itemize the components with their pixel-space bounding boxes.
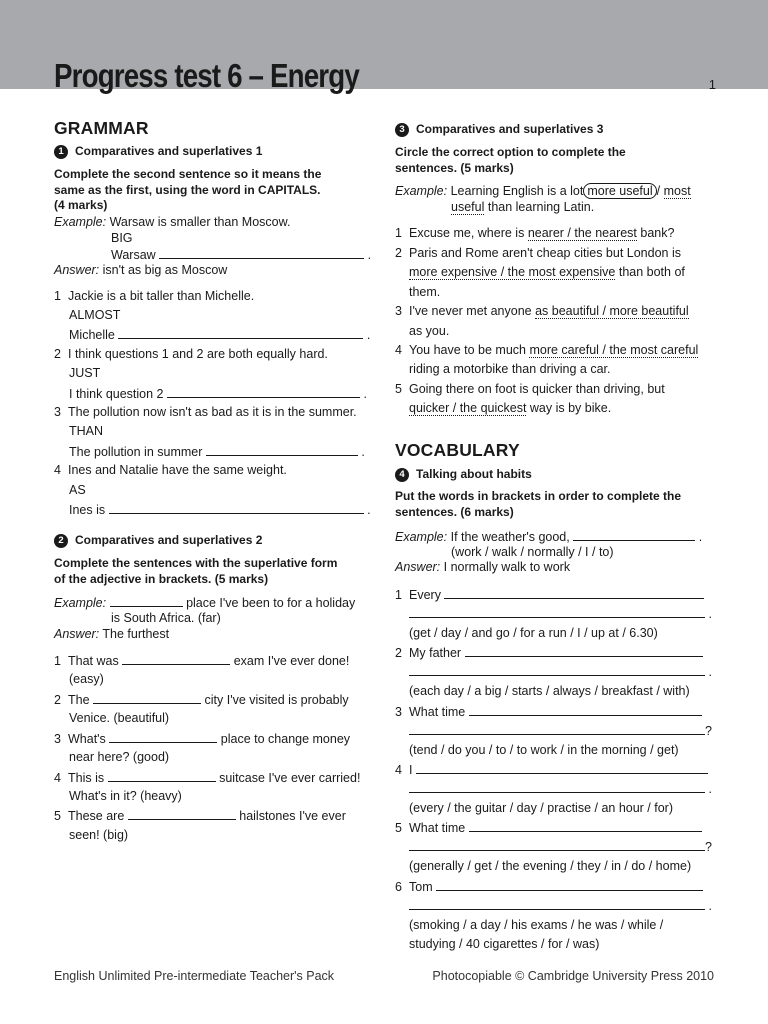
list-item: [54, 288, 254, 304]
item-number: 2: [54, 693, 61, 707]
item-words: (generally / get / the evening / they / in / do / home): [409, 859, 692, 873]
blank-line[interactable]: [110, 594, 183, 607]
item-text: way is by bike.: [529, 401, 612, 415]
list-item: [395, 761, 708, 778]
item-text: Paris and Rome aren't cheap cities but London is: [409, 246, 681, 260]
item-start: Ines is: [69, 503, 106, 517]
item-start: Michelle: [69, 328, 115, 342]
item-line2: as you.: [409, 324, 450, 338]
item-words: (every / the guitar / day / practise / an hour / for): [409, 801, 674, 815]
blank-line[interactable]: [409, 838, 705, 851]
item-sentence: Ines and Natalie have the same weight.: [68, 463, 287, 477]
item-continuation: [409, 897, 712, 914]
item-sentence: I think questions 1 and 2 are both equally hard.: [68, 347, 328, 361]
item-word: JUST: [69, 366, 101, 380]
option-choice[interactable]: quicker / the quickest: [409, 401, 527, 415]
option-choice[interactable]: as beautiful / more beautiful: [535, 304, 689, 318]
blank-line[interactable]: [409, 780, 705, 793]
list-item: [395, 225, 674, 241]
item-words: (smoking / a day / his exams / he was / while /: [409, 918, 664, 932]
list-item: [395, 245, 681, 261]
list-item: [54, 404, 357, 420]
blank-line[interactable]: [416, 761, 708, 774]
item-before: That was: [68, 654, 119, 668]
item-sentence: Jackie is a bit taller than Michelle.: [68, 289, 255, 303]
grammar-heading: GRAMMAR: [54, 118, 149, 138]
item-number: 5: [395, 821, 402, 835]
instruction-line: Complete the sentences with the superlative form: [54, 556, 338, 570]
blank-line[interactable]: [469, 703, 702, 716]
answer-label: Answer:: [54, 627, 100, 641]
item-number: 3: [395, 304, 402, 318]
option: useful: [451, 200, 485, 214]
item-words: (tend / do you / to / to work / in the morning / get): [409, 743, 679, 757]
blank-line[interactable]: [469, 819, 702, 832]
exercise-number-badge: 1: [54, 145, 68, 159]
example-after: place I've been to for a holiday: [186, 596, 356, 610]
item-number: 3: [54, 405, 61, 419]
item-line2: [409, 400, 611, 416]
blank-line[interactable]: [465, 644, 703, 657]
item-continuation: [409, 663, 712, 680]
example-word: BIG: [111, 231, 133, 245]
item-end: ?: [705, 724, 712, 738]
example-3-line2: [451, 199, 594, 215]
item-number: 3: [54, 732, 61, 746]
option-separator: /: [656, 184, 661, 198]
list-item: [395, 303, 689, 319]
list-item: [54, 346, 328, 362]
item-continuation: [409, 780, 712, 797]
item-line2: seen! (big): [69, 828, 129, 842]
list-item: [395, 381, 665, 397]
item-word: THAN: [69, 424, 104, 438]
list-item: [395, 586, 704, 603]
item-answer-line: Ines is .: [69, 503, 371, 517]
item-continuation: [409, 605, 712, 622]
blank-line[interactable]: [409, 605, 705, 618]
blank-line[interactable]: [409, 897, 705, 910]
option-choice[interactable]: more careful / the most careful: [529, 343, 699, 357]
item-text: Excuse me, where is: [409, 226, 525, 240]
example-answer-line: Warsaw .: [111, 248, 372, 262]
answer-label: Answer:: [395, 560, 441, 574]
item-word: AS: [69, 483, 86, 497]
item-words: (get / day / and go / for a run / I / up at / 6.30): [409, 626, 658, 640]
blank-line[interactable]: [93, 691, 201, 704]
exercise-number-badge: 4: [395, 468, 409, 482]
blank-line[interactable]: [109, 501, 364, 514]
item-number: 1: [395, 588, 402, 602]
answer-2: [54, 626, 169, 642]
item-after: hailstones I've ever: [239, 809, 346, 823]
example-post: than learning Latin.: [487, 200, 595, 214]
item-start: I think question 2: [69, 387, 164, 401]
item-end: .: [708, 607, 712, 621]
vocabulary-heading: VOCABULARY: [395, 440, 520, 460]
item-start: Tom: [409, 880, 433, 894]
item-number: 3: [395, 705, 402, 719]
list-item: [395, 644, 703, 661]
item-text: bank?: [640, 226, 675, 240]
item-line2: near here? (good): [69, 750, 170, 764]
blank-line[interactable]: [118, 326, 363, 339]
blank-line[interactable]: [109, 730, 217, 743]
footer-right: Photocopiable © Cambridge University Press 2010: [432, 969, 714, 983]
blank-line[interactable]: [409, 722, 705, 735]
blank-line[interactable]: [122, 652, 230, 665]
exercise-2-title: [54, 533, 262, 549]
example-sentence: Warsaw is smaller than Moscow.: [109, 215, 291, 229]
item-number: 2: [395, 246, 402, 260]
item-after: exam I've ever done!: [233, 654, 350, 668]
option-choice[interactable]: more expensive / the most expensive: [409, 265, 616, 279]
list-item: [54, 462, 287, 478]
item-words: (each day / a big / starts / always / breakfast / with): [409, 684, 690, 698]
example-label: Example:: [54, 215, 107, 229]
answer-text: I normally walk to work: [443, 560, 571, 574]
option: most: [663, 184, 691, 198]
answer-1: [54, 262, 227, 278]
item-text: I've never met anyone: [409, 304, 532, 318]
instruction-line: (4 marks): [54, 198, 108, 212]
item-before: What's: [68, 732, 106, 746]
item-line2: (easy): [69, 672, 104, 686]
footer-left: English Unlimited Pre-intermediate Teacher's Pack: [54, 969, 335, 983]
item-answer-line: Michelle .: [69, 328, 371, 342]
example-label: Example:: [395, 530, 448, 544]
item-line2: Venice. (beautiful): [69, 711, 170, 725]
instruction-line: sentences. (5 marks): [395, 160, 514, 175]
item-start: What time: [409, 821, 466, 835]
item-text: You have to be much: [409, 343, 526, 357]
item-end: .: [708, 665, 712, 679]
item-word: ALMOST: [69, 308, 121, 322]
exercise-number-badge: 3: [395, 123, 409, 137]
item-end: ?: [705, 840, 712, 854]
option-choice[interactable]: nearer / the nearest: [527, 226, 637, 240]
example-pre: Learning English is a lot: [450, 184, 584, 198]
example-1: [54, 214, 290, 230]
item-number: 4: [395, 763, 402, 777]
list-item: [54, 730, 350, 747]
exercise-4-title-text: Talking about habits: [416, 467, 532, 481]
circled-option: more useful: [583, 183, 656, 199]
item-sentence: The pollution now isn't as bad as it is in the summer.: [68, 405, 357, 419]
list-item: [54, 807, 346, 824]
list-item: [54, 769, 360, 786]
example-pre: If the weather's good,: [450, 530, 570, 544]
list-item: [395, 342, 698, 358]
item-end: .: [708, 899, 712, 913]
answer-4: [395, 559, 570, 575]
instruction-line: Complete the second sentence so it means the: [54, 167, 322, 181]
item-after: city I've visited is probably: [204, 693, 349, 707]
item-before: These are: [68, 809, 125, 823]
item-number: 1: [54, 289, 61, 303]
exercise-1-instruction: [54, 167, 321, 214]
instruction-line: same as the first, using the word in CAPITALS.: [54, 182, 321, 197]
example-start: Warsaw: [111, 248, 156, 262]
blank-line[interactable]: [159, 246, 364, 259]
item-start: My father: [409, 646, 462, 660]
item-answer-line: The pollution in summer .: [69, 445, 365, 459]
item-number: 5: [54, 809, 61, 823]
item-answer-line: I think question 2 .: [69, 387, 367, 401]
list-item: [54, 691, 349, 708]
item-number: 6: [395, 880, 402, 894]
item-before: The: [68, 693, 90, 707]
instruction-line: sentences. (6 marks): [395, 504, 514, 519]
answer-text: isn't as big as Moscow: [102, 263, 228, 277]
page-title: Progress test 6 – Energy: [54, 57, 359, 94]
exercise-3-title: [395, 122, 603, 138]
item-number: 4: [395, 343, 402, 357]
example-2: [54, 594, 355, 611]
blank-line[interactable]: [108, 769, 216, 782]
blank-line[interactable]: [206, 443, 358, 456]
example-4-words: (work / walk / normally / I / to): [451, 545, 614, 559]
list-item: [54, 652, 349, 669]
blank-line[interactable]: [436, 878, 703, 891]
exercise-number-badge: 2: [54, 534, 68, 548]
item-number: 1: [395, 226, 402, 240]
example-label: Example:: [54, 596, 107, 610]
item-number: 5: [395, 382, 402, 396]
example-label: Example:: [395, 184, 448, 198]
item-number: 4: [54, 771, 61, 785]
item-line2: What's in it? (heavy): [69, 789, 182, 803]
item-continuation: [409, 722, 712, 739]
item-line2: riding a motorbike than driving a car.: [409, 362, 611, 376]
item-start: I: [409, 763, 413, 777]
list-item: [395, 703, 702, 720]
item-text: Going there on foot is quicker than driving, but: [409, 382, 665, 396]
example-3: [395, 183, 691, 199]
blank-line[interactable]: [444, 586, 704, 599]
exercise-1-title-text: Comparatives and superlatives 1: [75, 144, 263, 158]
instruction-line: of the adjective in brackets. (5 marks): [54, 571, 269, 586]
item-text: than both of: [618, 265, 685, 279]
exercise-3-title-text: Comparatives and superlatives 3: [416, 122, 604, 136]
item-continuation: [409, 838, 712, 855]
item-number: 4: [54, 463, 61, 477]
exercise-4-title: [395, 467, 532, 483]
example-4: Example: If the weather's good, .: [395, 530, 703, 544]
blank-line[interactable]: [167, 385, 360, 398]
exercise-2-instruction: [54, 556, 337, 587]
blank-line[interactable]: [409, 663, 705, 676]
item-start: What time: [409, 705, 466, 719]
answer-label: Answer:: [54, 263, 100, 277]
instruction-line: Put the words in brackets in order to complete the: [395, 489, 682, 503]
item-line2: [409, 264, 685, 280]
item-start: The pollution in summer: [69, 445, 203, 459]
blank-line[interactable]: [573, 528, 695, 541]
exercise-2-title-text: Comparatives and superlatives 2: [75, 533, 263, 547]
list-item: [395, 819, 702, 836]
item-start: Every: [409, 588, 441, 602]
item-words: studying / 40 cigarettes / for / was): [409, 937, 600, 951]
item-end: .: [708, 782, 712, 796]
exercise-4-instruction: [395, 489, 681, 520]
item-before: This is: [68, 771, 105, 785]
exercise-3-instruction: [395, 145, 626, 176]
example-2-line2: is South Africa. (far): [111, 611, 221, 625]
list-item: [395, 878, 703, 895]
item-line3: them.: [409, 285, 441, 299]
blank-line[interactable]: [128, 807, 236, 820]
instruction-line: Circle the correct option to complete the: [395, 145, 626, 159]
answer-text: The furthest: [102, 627, 170, 641]
item-after: suitcase I've ever carried!: [219, 771, 361, 785]
page-number: 1: [708, 77, 716, 92]
item-after: place to change money: [220, 732, 351, 746]
item-number: 2: [54, 347, 61, 361]
item-number: 1: [54, 654, 61, 668]
exercise-1-title: [54, 144, 262, 160]
item-number: 2: [395, 646, 402, 660]
